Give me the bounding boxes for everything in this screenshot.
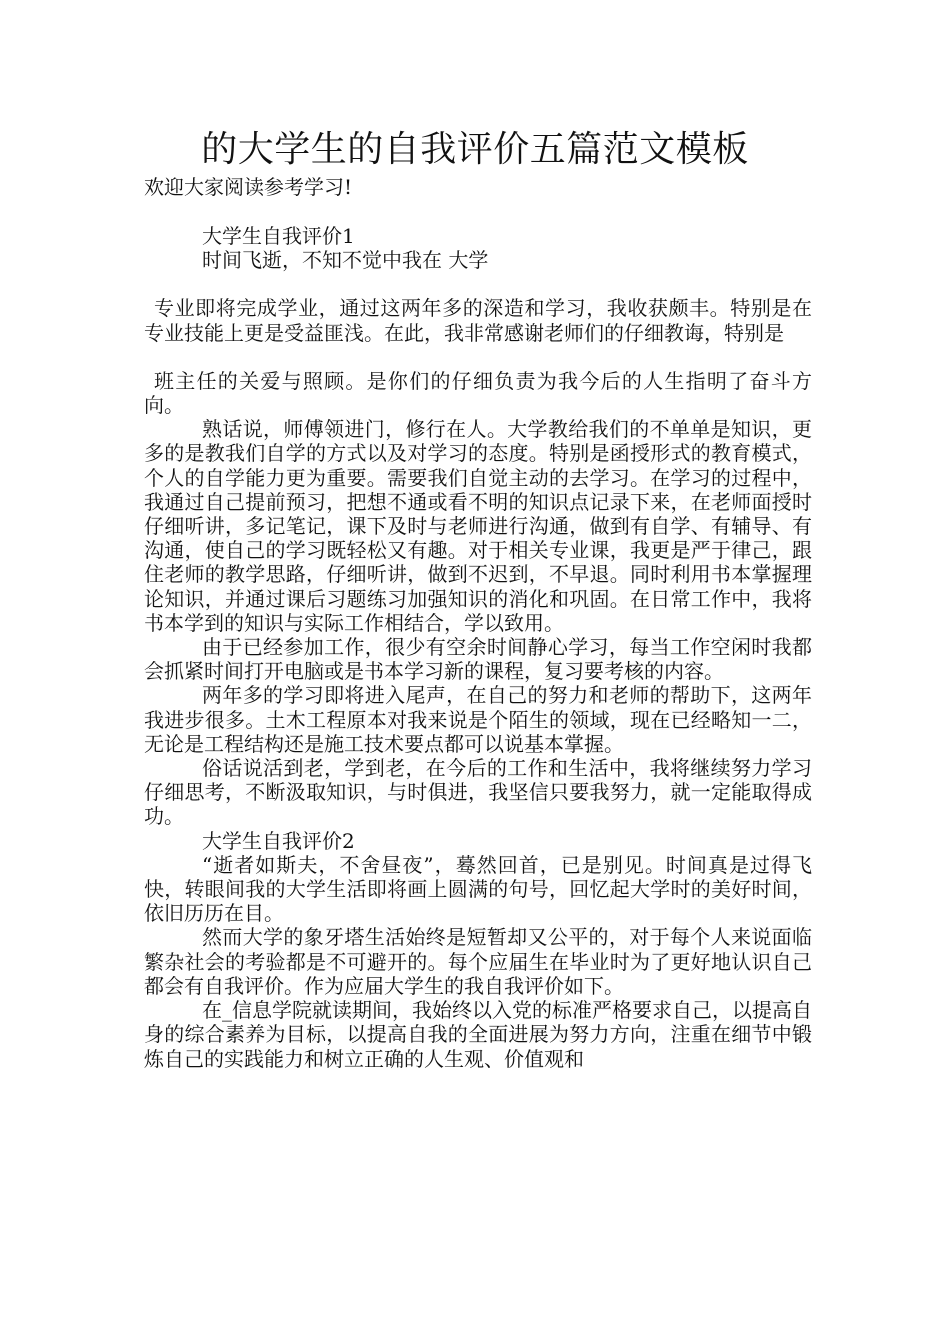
paragraph-1-opening: 时间飞逝，不知不觉中我在 大学 bbox=[202, 248, 489, 273]
section-heading-1: 大学生自我评价1 bbox=[202, 224, 355, 248]
paragraph-1-continued: 专业即将完成学业，通过这两年多的深造和学习，我收获颇丰。特别是在专业技能上更是受益匪浅。在此，我非常感谢老师们的仔细教诲，特别是 bbox=[144, 296, 812, 345]
paragraph-3: 由于已经参加工作，很少有空余时间静心学习，每当工作空闲时我都会抓紧时间打开电脑或是书本学习新的课程，复习要考核的内容。 bbox=[144, 635, 812, 684]
paragraph-7: 然而大学的象牙塔生活始终是短暂却又公平的，对于每个人来说面临繁杂社会的考验都是不可避开的。每个应届生在毕业时为了更好地认识自己都会有自我评价。作为应届大学生的我自我评价如下。 bbox=[144, 925, 812, 998]
paragraph-1-end: 班主任的关爱与照顾。是你们的仔细负责为我今后的人生指明了奋斗方向。 bbox=[144, 368, 812, 418]
document-body bbox=[144, 224, 812, 1071]
document-title: 的大学生的自我评价五篇范文模板 bbox=[201, 129, 749, 170]
document-subtitle: 欢迎大家阅读参考学习! bbox=[144, 175, 353, 199]
paragraph-4: 两年多的学习即将进入尾声，在自己的努力和老师的帮助下，这两年我进步很多。土木工程原本对我来说是个陌生的领域，现在已经略知一二，无论是工程结构还是施工技术要点都可以说基本掌握。 bbox=[144, 683, 812, 756]
paragraph-2: 熟话说，师傅领进门，修行在人。大学教给我们的不单单是知识，更多的是教我们自学的方式以及对学习的态度。特别是函授形式的教育模式，个人的自学能力更为重要。需要我们自觉主动的去学习。在学习的过程中，我通过自己提前预习，把想不通或看不明的知识点记录下来，在老师面授时仔细听讲，多记笔记，课下及时与老师进行沟通，做到有自学、有辅导、有沟通，使自己的学习既轻松又有趣。对于相关专业课，我更是严于律己，跟住老师的教学思路，仔细听讲，做到不迟到，不早退。同时利用书本掌握理论知识，并通过课后习题练习加强知识的消化和巩固。在日常工作中，我将书本学到的知识与实际工作相结合，学以致用。 bbox=[144, 417, 812, 635]
paragraph-6: “逝者如斯夫，不舍昼夜”，蓦然回首，已是别见。时间真是过得飞快，转眼间我的大学生活即将画上圆满的句号，回忆起大学时的美好时间，依旧历历在目。 bbox=[144, 852, 812, 926]
paragraph-8: 在_信息学院就读期间，我始终以入党的标准严格要求自己，以提高自身的综合素养为目标，以提高自我的全面进展为努力方向，注重在细节中锻炼自己的实践能力和树立正确的人生观、价值观和 bbox=[144, 998, 812, 1071]
section-heading-2: 大学生自我评价2 bbox=[202, 828, 355, 853]
paragraph-5: 俗话说活到老，学到老，在今后的工作和生活中，我将继续努力学习仔细思考，不断汲取知识，与时俱进，我坚信只要我努力，就一定能取得成功。 bbox=[144, 756, 812, 829]
